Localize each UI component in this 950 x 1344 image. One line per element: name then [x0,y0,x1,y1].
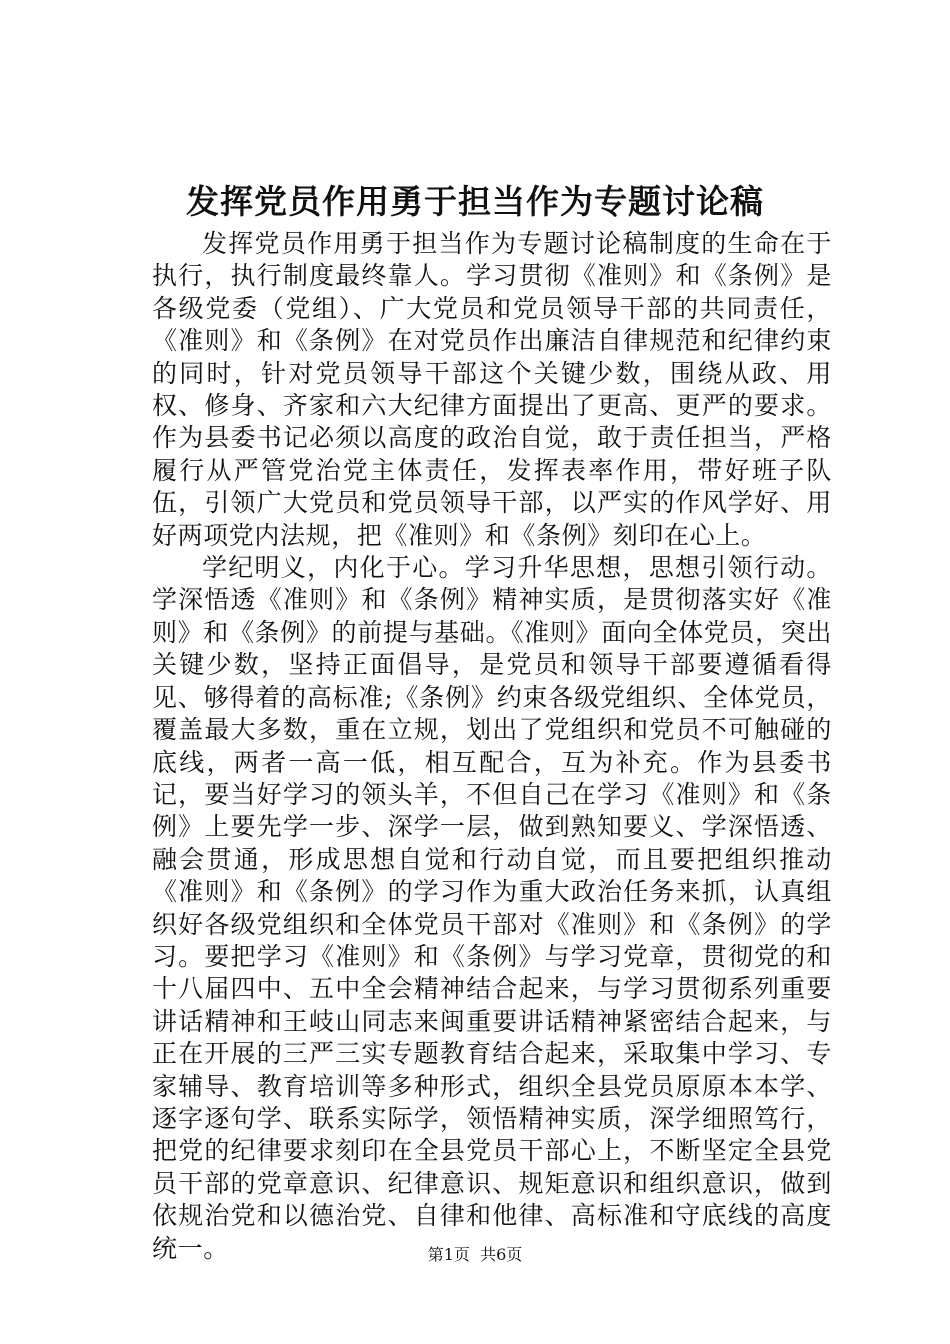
page-number: 第1页 共6页 [427,1245,523,1264]
document-body [152,228,832,1265]
page-footer [0,1244,950,1266]
paragraph-1: 发挥党员作用勇于担当作为专题讨论稿制度的生命在于执行，执行制度最终靠人。学习贯彻《准则》和《条例》是各级党委（党组）、广大党员和党员领导干部的共同责任，《准则》和《条例》在对党员作出廉洁自律规范和纪律约束的同时，针对党员领导干部这个关键少数，围绕从政、用权、修身、齐家和六大纪律方面提出了更高、更严的要求。作为县委书记必须以高度的政治自觉，敢于责任担当，严格履行从严管党治党主体责任，发挥表率作用，带好班子队伍，引领广大党员和党员领导干部，以严实的作风学好、用好两项党内法规，把《准则》和《条例》刻印在心上。 [152,229,832,550]
document-title: 发挥党员作用勇于担当作为专题讨论稿 [186,182,764,221]
paragraph-2: 学纪明义，内化于心。学习升华思想，思想引领行动。学深悟透《准则》和《条例》精神实质，是贯彻落实好《准则》和《条例》的前提与基础。《准则》面向全体党员，突出关键少数，坚持正面倡导，是党员和领导干部要遵循看得见、够得着的高标准;《条例》约束各级党组织、全体党员，覆盖最大多数，重在立规，划出了党组织和党员不可触碰的底线，两者一高一低，相互配合，互为补充。作为县委书记，要当好学习的领头羊，不但自己在学习《准则》和《条例》上要先学一步、深学一层，做到熟知要义、学深悟透、融会贯通，形成思想自觉和行动自觉，而且要把组织推动《准则》和《条例》的学习作为重大政治任务来抓，认真组织好各级党组织和全体党员干部对《准则》和《条例》的学习。要把学习《准则》和《条例》与学习党章，贯彻党的和十八届四中、五中全会精神结合起来，与学习贯彻系列重要讲话精神和王岐山同志来闽重要讲话精神紧密结合起来，与正在开展的三严三实专题教育结合起来，采取集中学习、专家辅导、教育培训等多种形式，组织全县党员原原本本学、逐字逐句学、联系实际学，领悟精神实质，深学细照笃行，把党的纪律要求刻印在全县党员干部心上，不断坚定全县党员干部的党章意识、纪律意识、规矩意识和组织意识，做到依规治党和以德治党、自律和他律、高标准和守底线的高度统一。 [152,553,832,1263]
